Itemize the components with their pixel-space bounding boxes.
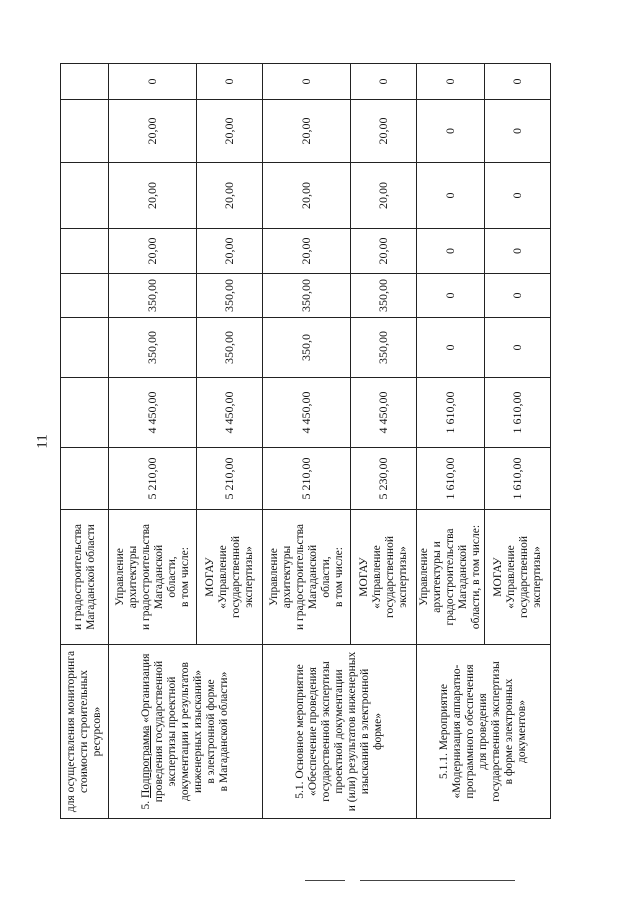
program-name-cell	[263, 645, 417, 819]
name-prefix: 5.	[140, 797, 152, 810]
text-line: 5.1. Основное мероприятие	[294, 664, 306, 799]
value-cell: 5 230,00	[351, 448, 417, 510]
value-cell	[61, 274, 109, 318]
table-row	[109, 64, 197, 819]
text-line: документации и результатов	[179, 662, 191, 801]
budget-table-container	[60, 64, 543, 819]
value-cell: 0	[485, 163, 551, 229]
text-line: области,	[165, 556, 178, 598]
executor-cell	[485, 510, 551, 645]
value-cell: 20,00	[109, 229, 197, 274]
text-line: архитектуры и	[431, 541, 443, 613]
text-line: программного обеспечения	[464, 664, 476, 799]
value-cell: 0	[263, 64, 351, 100]
value-cell: 1 610,00	[417, 448, 485, 510]
footer-lines	[305, 880, 515, 884]
text-line: «Управление	[370, 545, 383, 609]
text-line: инженерных изысканий»	[192, 670, 204, 793]
value-cell: 4 450,00	[263, 378, 351, 448]
value-cell: 20,00	[351, 100, 417, 163]
text-line: Управление	[267, 548, 280, 606]
text-line: МОГАУ	[491, 557, 504, 597]
executor-cell	[263, 510, 351, 645]
value-cell: 350,00	[351, 274, 417, 318]
table-row	[417, 64, 485, 819]
text-line	[140, 647, 153, 816]
text-line: в том числе:	[332, 547, 345, 607]
value-cell: 350,00	[197, 274, 263, 318]
program-name-cell	[109, 645, 263, 819]
text-line: в электронной форме	[205, 679, 217, 784]
text-line: изысканий в электронной	[359, 668, 371, 795]
text-line: области, в том числе:	[470, 524, 482, 630]
value-cell: 4 450,00	[197, 378, 263, 448]
value-cell	[61, 448, 109, 510]
value-cell	[61, 64, 109, 100]
text-line: «Управление	[504, 545, 517, 609]
text-line: архитектуры	[280, 545, 293, 609]
text-line: стоимости строительных	[78, 669, 90, 794]
value-cell: 350,00	[351, 318, 417, 378]
text-line: архитектуры	[126, 545, 139, 609]
value-cell: 1 610,00	[417, 378, 485, 448]
text-line: МОГАУ	[203, 557, 216, 597]
value-cell: 20,00	[197, 229, 263, 274]
value-cell: 350,00	[109, 274, 197, 318]
value-cell: 0	[109, 64, 197, 100]
text-line: 5.1.1. Мероприятие	[438, 683, 450, 780]
text-line: «Обеспечение проведения	[307, 667, 319, 796]
program-name-cell	[417, 645, 551, 819]
text-line: экспертизы»	[530, 546, 543, 608]
value-cell: 0	[417, 229, 485, 274]
text-line: МОГАУ	[357, 557, 370, 597]
text-line: в том числе:	[178, 547, 191, 607]
executor-cell	[61, 510, 109, 645]
text-line: экспертизы проектной	[166, 676, 178, 787]
text-line: государственной	[229, 536, 242, 618]
text-line: проектной документации	[333, 669, 345, 794]
budget-table	[60, 63, 551, 819]
text-line: государственной	[383, 536, 396, 618]
text-line: государственной экспертизы	[490, 661, 502, 802]
value-cell: 0	[417, 318, 485, 378]
text-line: государственной экспертизы	[320, 661, 332, 802]
text-line: государственной	[517, 536, 530, 618]
text-line: и (или) результатов инженерных	[346, 651, 358, 812]
value-cell: 20,00	[263, 163, 351, 229]
text-line: Магаданской	[457, 544, 469, 610]
subprogram-label: Подпрограмма	[140, 725, 152, 798]
value-cell: 0	[351, 64, 417, 100]
value-cell: 350,0	[263, 318, 351, 378]
text-line: «Модернизация аппаратно-	[451, 664, 463, 799]
text-line: документов»	[516, 700, 528, 763]
text-line: Управление	[113, 548, 126, 606]
value-cell: 20,00	[109, 163, 197, 229]
value-cell: 20,00	[351, 163, 417, 229]
value-cell: 350,00	[197, 318, 263, 378]
text-line: для проведения	[477, 693, 489, 770]
text-line: области,	[319, 556, 332, 598]
value-cell	[61, 378, 109, 448]
text-line: экспертизы»	[242, 546, 255, 608]
text-line: для осуществления мониторинга	[65, 650, 77, 813]
text-line: Магаданской	[152, 544, 165, 610]
value-cell: 0	[417, 64, 485, 100]
text-line: ресурсов»	[91, 706, 103, 757]
page-number: 11	[34, 434, 51, 449]
table-row	[61, 64, 109, 819]
value-cell	[61, 100, 109, 163]
value-cell: 0	[485, 318, 551, 378]
value-cell: 0	[485, 64, 551, 100]
value-cell: 0	[485, 100, 551, 163]
value-cell: 350,00	[109, 318, 197, 378]
text-line: и градостроительства	[71, 523, 84, 631]
text-line: экспертизы»	[396, 546, 409, 608]
value-cell: 5 210,00	[263, 448, 351, 510]
value-cell: 20,00	[197, 100, 263, 163]
name-first-line: «Организация	[140, 653, 152, 726]
value-cell: 5 210,00	[109, 448, 197, 510]
text-line: форме»	[372, 713, 384, 750]
text-line: и градостроительства	[293, 523, 306, 631]
value-cell: 1 610,00	[485, 378, 551, 448]
value-cell: 1 610,00	[485, 448, 551, 510]
value-cell: 0	[485, 274, 551, 318]
value-cell: 4 450,00	[109, 378, 197, 448]
text-line: Магаданской области	[84, 524, 97, 630]
value-cell	[61, 229, 109, 274]
value-cell: 350,00	[263, 274, 351, 318]
executor-cell	[351, 510, 417, 645]
executor-cell	[109, 510, 197, 645]
text-line: «Управление	[216, 545, 229, 609]
text-line: Магаданской	[306, 544, 319, 610]
value-cell: 0	[197, 64, 263, 100]
value-cell: 4 450,00	[351, 378, 417, 448]
value-cell: 0	[485, 229, 551, 274]
text-line: и градостроительства	[139, 523, 152, 631]
text-line: проведения государственной	[153, 660, 165, 803]
value-cell: 20,00	[263, 100, 351, 163]
value-cell: 0	[417, 163, 485, 229]
value-cell: 0	[417, 100, 485, 163]
value-cell: 5 210,00	[197, 448, 263, 510]
executor-cell	[417, 510, 485, 645]
value-cell: 20,00	[351, 229, 417, 274]
value-cell: 20,00	[109, 100, 197, 163]
text-line: в форме электронных	[503, 678, 515, 785]
executor-cell	[197, 510, 263, 645]
value-cell: 20,00	[263, 229, 351, 274]
value-cell: 0	[417, 274, 485, 318]
text-line: градостроительства	[444, 528, 456, 626]
text-line: Управление	[418, 548, 430, 606]
text-line: в Магаданской области»	[218, 671, 230, 792]
value-cell	[61, 318, 109, 378]
program-name-cell	[61, 645, 109, 819]
value-cell	[61, 163, 109, 229]
table-row	[263, 64, 351, 819]
value-cell: 20,00	[197, 163, 263, 229]
